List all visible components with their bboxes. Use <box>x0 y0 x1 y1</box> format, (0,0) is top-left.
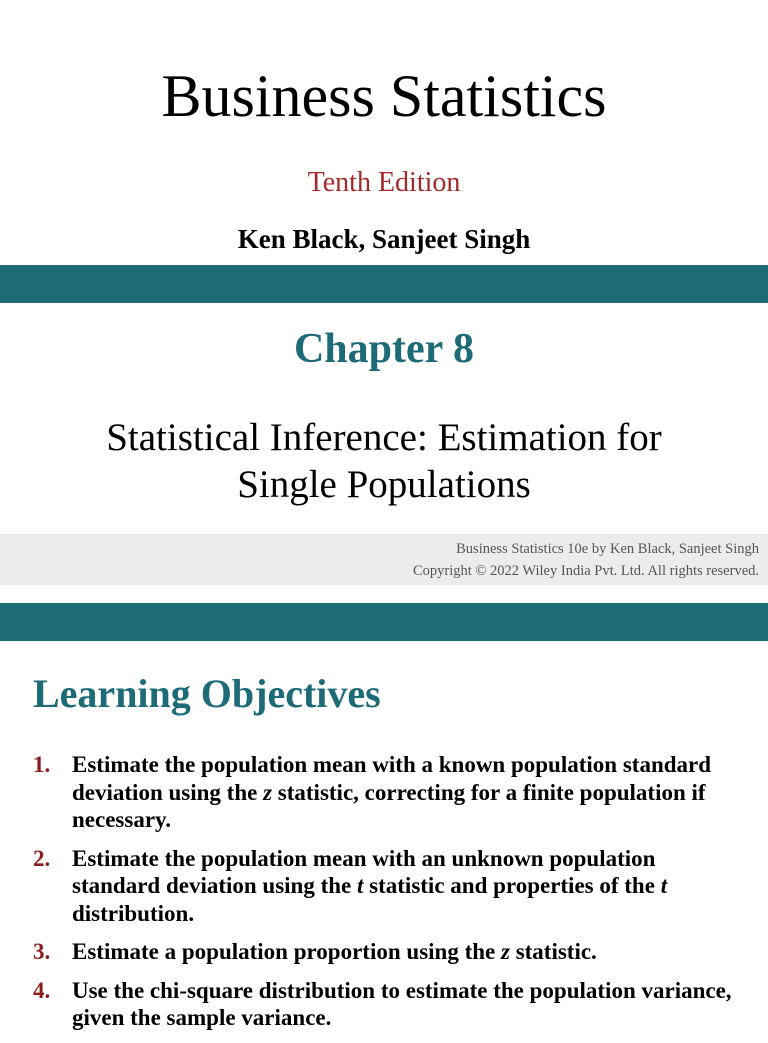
objective-number: 4. <box>33 977 51 1003</box>
objective-text-part: statistic, correcting for a finite population if necessary. <box>72 779 706 832</box>
objective-text-part: Estimate a population proportion using the <box>72 939 501 964</box>
objective-text-part: statistic. <box>509 939 597 964</box>
objective-text-part: Estimate the population mean with a known population standard deviation using the <box>72 752 712 805</box>
objective-item <box>33 845 738 928</box>
objectives-list <box>33 751 738 1043</box>
objective-item <box>33 751 738 834</box>
authors-label: Ken Black, Sanjeet Singh <box>237 224 531 254</box>
objective-number: 1. <box>33 752 51 777</box>
t-symbol: t <box>660 873 668 898</box>
z-symbol: z <box>500 939 510 964</box>
objective-number: 3. <box>33 939 51 964</box>
book-title: Business Statistics <box>161 63 607 129</box>
objective-text <box>72 939 597 964</box>
objective-text-part: Use the chi-square distribution to estimate the population variance, given the sample variance. <box>72 977 732 1030</box>
objective-text <box>72 752 711 832</box>
t-symbol: t <box>357 873 364 898</box>
objective-number: 2. <box>33 845 51 871</box>
footer-copyright: Copyright © 2022 Wiley India Pvt. Ltd. All rights reserved. <box>412 563 759 579</box>
objective-item <box>33 977 738 1032</box>
teal-divider-band <box>0 265 768 303</box>
objective-text-part: distribution. <box>72 900 195 926</box>
objective-text-part: Estimate the population mean with an unknown population standard deviation using the <box>72 845 656 898</box>
edition-label: Tenth Edition <box>307 167 461 198</box>
chapter-heading: Chapter 8 <box>293 326 475 372</box>
copyright-footer <box>0 534 768 585</box>
objective-item <box>33 938 738 966</box>
subtitle-line-1: Statistical Inference: Estimation for <box>106 416 662 459</box>
teal-header-band <box>0 603 768 641</box>
objective-text <box>72 978 732 1031</box>
z-symbol: z <box>263 779 273 805</box>
footer-book-credit: Business Statistics 10e by Ken Black, Sanjeet Singh <box>456 541 759 557</box>
objective-text <box>72 846 667 926</box>
learning-objectives-heading: Learning Objectives <box>33 671 381 716</box>
chapter-subtitle <box>0 414 768 508</box>
subtitle-line-2: Single Populations <box>237 463 531 506</box>
objective-text-part: statistic and properties of the <box>363 873 661 898</box>
